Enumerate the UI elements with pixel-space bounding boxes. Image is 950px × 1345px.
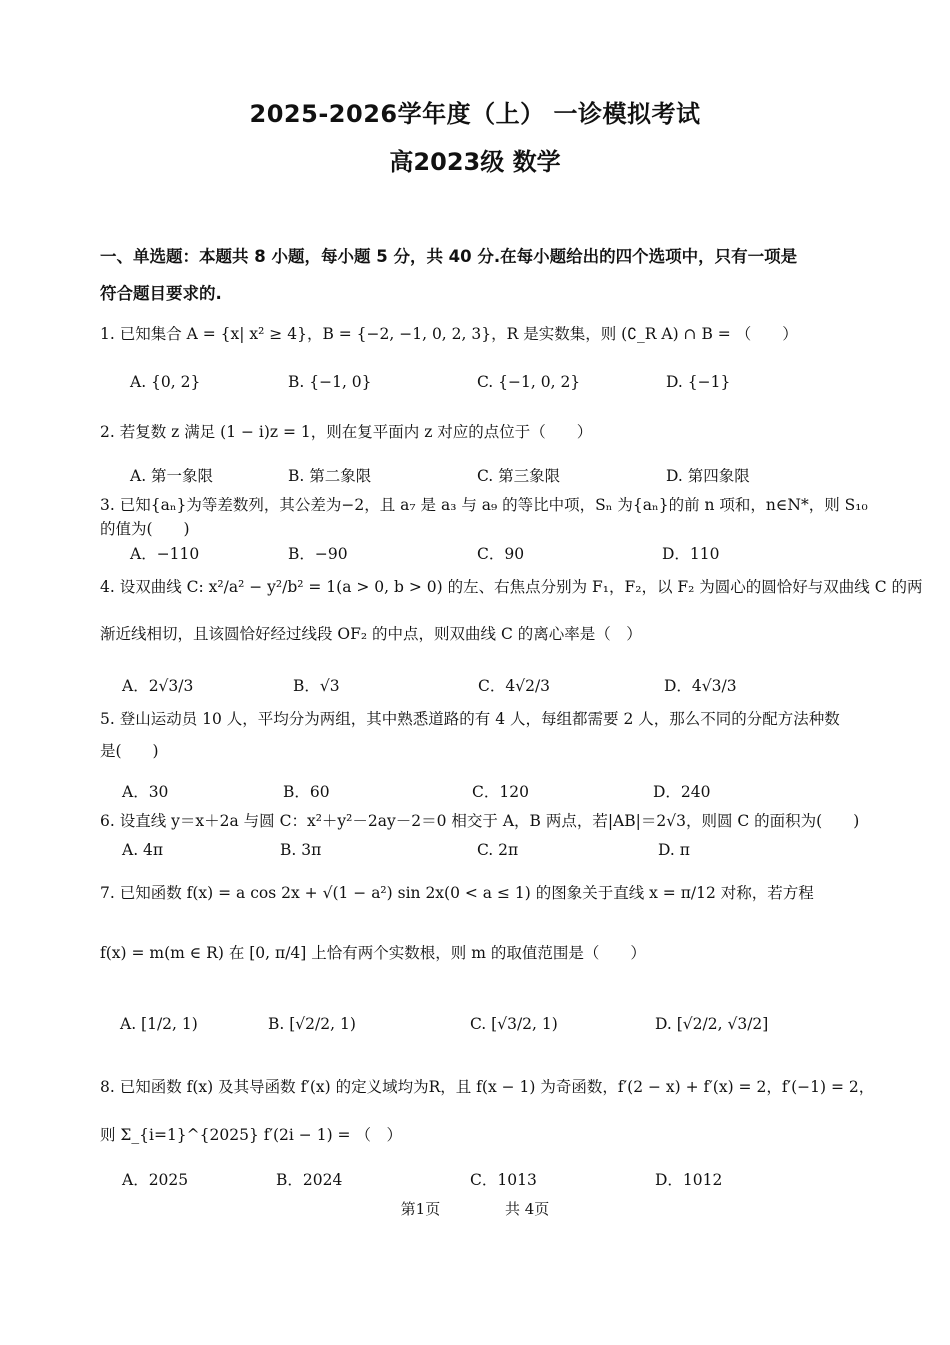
q3-option-b: B．−90 xyxy=(288,545,348,563)
q1-option-a: A. {0, 2} xyxy=(130,373,201,391)
q2-stem: 2. 若复数 z 满足 (1 − i)z = 1，则在复平面内 z 对应的点位于（ ） xyxy=(100,423,593,441)
q7-stem: 7. 已知函数 f(x) = a cos 2x + √(1 − a²) sin 2x(0 < a ≤ 1) 的图象关于直线 x = π/12 对称，若方程 xyxy=(100,884,814,902)
q6-option-c: C. 2π xyxy=(477,841,519,859)
q2-option-b: B. 第二象限 xyxy=(288,467,372,485)
q6-option-d: D. π xyxy=(658,841,690,859)
q7-option-b: B. [√2/2, 1) xyxy=(268,1015,356,1033)
q7-stem-cont: f(x) = m(m ∈ R) 在 [0, π/4] 上恰有两个实数根，则 m 的取值范围是（ ） xyxy=(100,944,646,962)
q4-stem-cont: 渐近线相切，且该圆恰好经过线段 OF₂ 的中点，则双曲线 C 的离心率是（ ） xyxy=(100,625,642,643)
q7-option-d: D. [√2/2, √3/2] xyxy=(655,1015,769,1033)
q4-option-c: C．4√2/3 xyxy=(478,677,551,695)
page-footer xyxy=(0,1198,950,1219)
q7-option-a: A. [1/2, 1) xyxy=(120,1015,198,1033)
q1-option-d: D. {−1} xyxy=(666,373,731,391)
q4-stem: 4. 设双曲线 C: x²/a² − y²/b² = 1(a > 0, b > 0) 的左、右焦点分别为 F₁，F₂，以 F₂ 为圆心的圆恰好与双曲线 C 的两 xyxy=(100,578,923,596)
q4-option-d: D．4√3/3 xyxy=(664,677,737,695)
q5-stem: 5. 登山运动员 10 人，平均分为两组，其中熟悉道路的有 4 人，每组都需要 2 人，那么不同的分配方法种数 xyxy=(100,710,840,728)
q7-option-c: C. [√3/2, 1) xyxy=(470,1015,558,1033)
q1-stem: 1. 已知集合 A = {x| x² ≥ 4}，B = {−2, −1, 0, 2, 3}，R 是实数集，则 (∁_R A) ∩ B = （ ） xyxy=(100,325,798,343)
q3-option-a: A．−110 xyxy=(130,545,200,563)
q3-stem: 3. 已知{aₙ}为等差数列，其公差为−2，且 a₇ 是 a₃ 与 a₉ 的等比中项，Sₙ 为{aₙ}的前 n 项和，n∈N*，则 S₁₀ xyxy=(100,496,868,514)
q4-option-a: A．2√3/3 xyxy=(122,677,194,695)
q1-option-c: C. {−1, 0, 2} xyxy=(477,373,581,391)
q2-option-d: D. 第四象限 xyxy=(666,467,750,485)
q4-option-b: B．√3 xyxy=(293,677,340,695)
page-total: 共 4页 xyxy=(505,1200,550,1218)
section-heading: 一、单选题：本题共 8 小题，每小题 5 分，共 40 分.在每小题给出的四个选项中，只有一项是 xyxy=(100,247,798,266)
q3-option-d: D．110 xyxy=(662,545,720,563)
q1-option-b: B. {−1, 0} xyxy=(288,373,372,391)
page-number: 第1页 xyxy=(400,1200,441,1218)
q6-stem: 6. 设直线 y＝x＋2a 与圆 C：x²＋y²－2ay－2＝0 相交于 A，B 两点，若|AB|＝2√3，则圆 C 的面积为( ) xyxy=(100,812,860,830)
q8-stem-cont: 则 Σ_{i=1}^{2025} f′(2i − 1) = （ ） xyxy=(100,1126,402,1144)
q3-option-c: C．90 xyxy=(477,545,525,563)
q3-stem-cont: 的值为( ) xyxy=(100,520,190,538)
q5-option-b: B．60 xyxy=(283,783,330,801)
q5-option-a: A．30 xyxy=(122,783,169,801)
q6-option-a: A. 4π xyxy=(122,841,164,859)
q5-option-c: C．120 xyxy=(472,783,529,801)
q6-option-b: B. 3π xyxy=(280,841,322,859)
q8-option-c: C．1013 xyxy=(470,1171,537,1189)
q8-option-d: D．1012 xyxy=(655,1171,723,1189)
q2-option-a: A. 第一象限 xyxy=(130,467,214,485)
q8-option-a: A．2025 xyxy=(122,1171,189,1189)
q5-option-d: D．240 xyxy=(653,783,711,801)
q5-stem-cont: 是( ) xyxy=(100,742,159,760)
q2-option-c: C. 第三象限 xyxy=(477,467,561,485)
q8-option-b: B．2024 xyxy=(276,1171,343,1189)
exam-title: 2025-2026学年度（上） 一诊模拟考试 xyxy=(249,100,701,128)
section-heading-cont: 符合题目要求的. xyxy=(100,284,222,303)
exam-subtitle: 高2023级 数学 xyxy=(389,148,561,176)
q8-stem: 8. 已知函数 f(x) 及其导函数 f′(x) 的定义域均为R，且 f(x − 1) 为奇函数，f′(2 − x) + f′(x) = 2，f′(−1) = 2， xyxy=(100,1078,875,1096)
